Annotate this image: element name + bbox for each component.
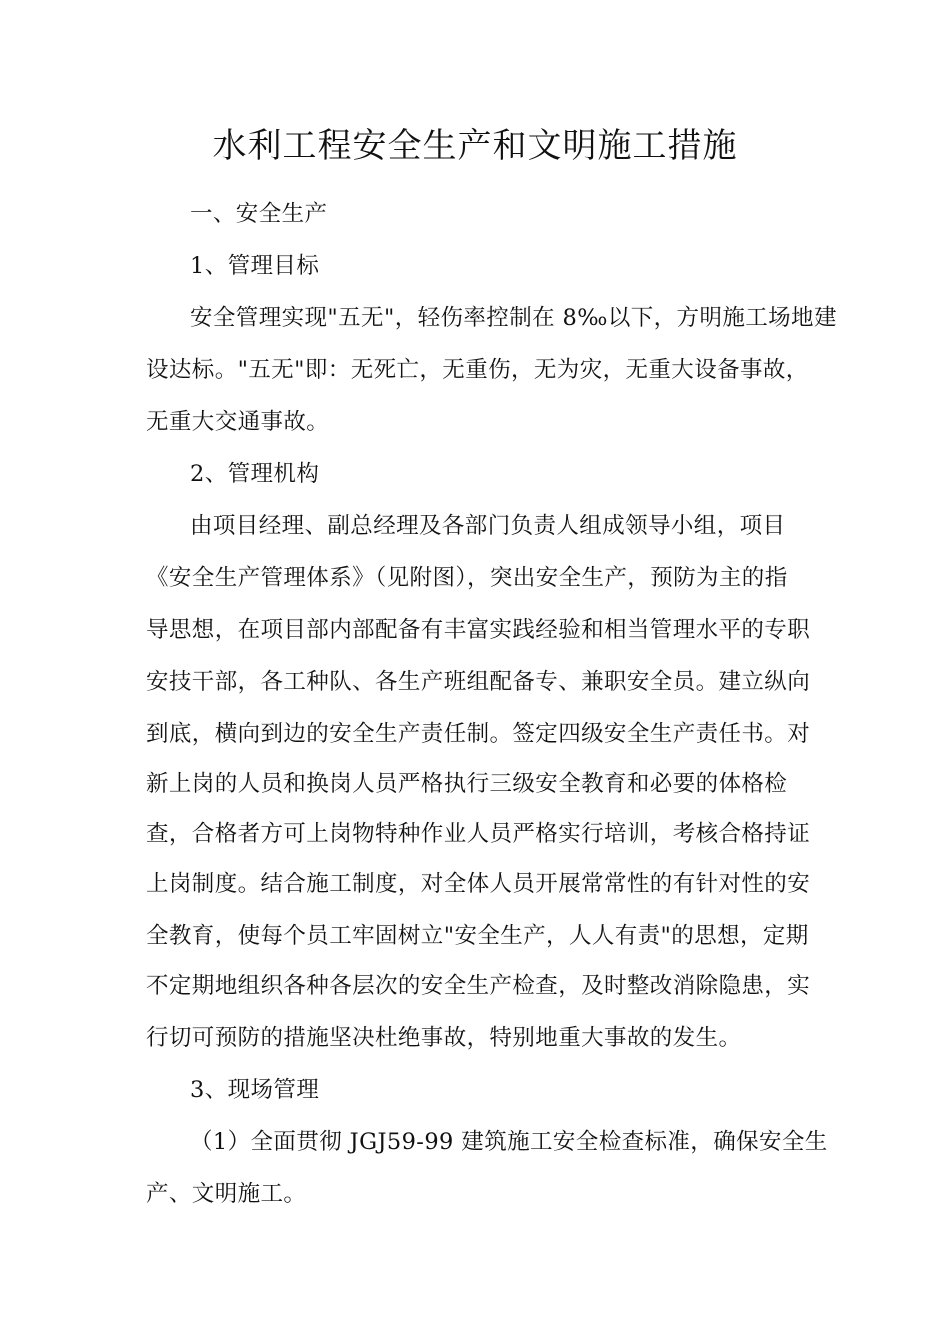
paragraph-line: 新上岗的人员和换岗人员严格执行三级安全教育和必要的体格检 xyxy=(146,771,788,797)
paragraph-line: 上岗制度。结合施工制度，对全体人员开展常常性的有针对性的安 xyxy=(146,871,811,897)
paragraph-line: 安技干部，各工种队、各生产班组配备专、兼职安全员。建立纵向 xyxy=(146,669,811,695)
paragraph-line: （1）全面贯彻 JGJ59-99 建筑施工安全检查标准，确保安全生 xyxy=(190,1129,828,1155)
document-title: 水利工程安全生产和文明施工措施 xyxy=(212,126,738,166)
paragraph-line: 查，合格者方可上岗物特种作业人员严格实行培训，考核合格持证 xyxy=(146,821,811,847)
paragraph-line: 不定期地组织各种各层次的安全生产检查，及时整改消除隐患，实 xyxy=(146,973,811,999)
paragraph-line: 到底，横向到边的安全生产责任制。签定四级安全生产责任书。对 xyxy=(146,721,811,747)
subsection-heading: 1、管理目标 xyxy=(190,253,320,279)
paragraph-line: 产、文明施工。 xyxy=(146,1181,307,1207)
paragraph-line: 由项目经理、副总经理及各部门负责人组成领导小组，项目 xyxy=(190,513,786,539)
paragraph-line: 《安全生产管理体系》（见附图），突出安全生产，预防为主的指 xyxy=(146,565,788,591)
subsection-heading: 3、现场管理 xyxy=(190,1077,320,1103)
paragraph-line: 导思想，在项目部内部配备有丰富实践经验和相当管理水平的专职 xyxy=(146,617,811,643)
paragraph-line: 安全管理实现"五无"，轻伤率控制在 8‰以下，方明施工场地建 xyxy=(190,305,837,331)
section-heading: 一、安全生产 xyxy=(190,201,328,227)
paragraph-line: 全教育，使每个员工牢固树立"安全生产，人人有责"的思想，定期 xyxy=(146,923,809,949)
paragraph-line: 设达标。"五无"即：无死亡，无重伤，无为灾，无重大设备事故， xyxy=(146,357,809,383)
paragraph-line: 行切可预防的措施坚决杜绝事故，特别地重大事故的发生。 xyxy=(146,1025,742,1051)
paragraph-line: 无重大交通事故。 xyxy=(146,409,330,435)
subsection-heading: 2、管理机构 xyxy=(190,461,320,487)
